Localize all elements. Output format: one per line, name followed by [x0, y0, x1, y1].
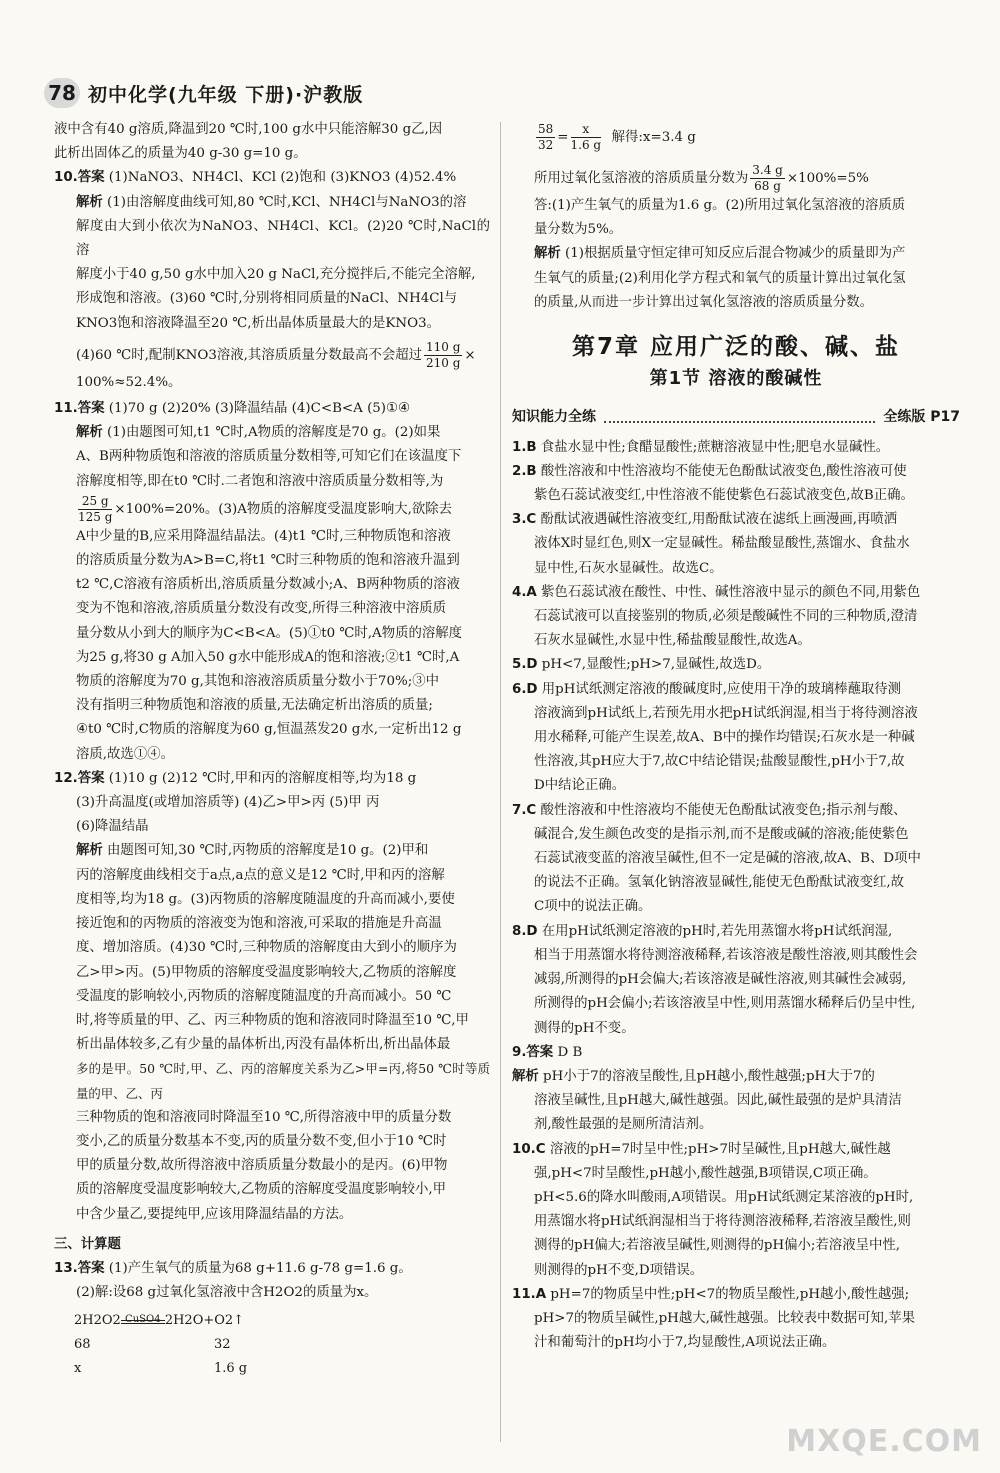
chapter-title: 第7章 应用广泛的酸、碱、盐 — [571, 334, 900, 361]
text-line: (2)解:设68 g过氧化氢溶液中含H2O2的质量为x。 — [76, 1285, 378, 1301]
answer-text: (1)10 g (2)12 ℃时,甲和丙的溶解度相等,均为18 g — [108, 770, 417, 786]
page-number: 78 — [44, 78, 80, 108]
text-line: 溶解度相等,即在t0 ℃时.二者饱和溶液中溶质质量分数相等,为 — [76, 473, 444, 489]
page-reference: 全练版 P17 — [883, 409, 960, 426]
text-line: 答:(1)产生氧气的质量为1.6 g。(2)所用过氧化氢溶液的溶质质 — [534, 198, 906, 213]
list-item: 10.C 溶液的pH=7时呈中性;pH>7时呈碱性,且pH越大,碱性越 — [512, 1141, 891, 1157]
text-line: 物质的溶解度为70 g,其饱和溶液溶质质量分数小于70%;③中 — [76, 674, 439, 690]
list-item: 剂,酸性最强的是厕所清洁剂。 — [534, 1117, 713, 1133]
list-item: 强,pH<7时呈酸性,pH越小,酸性越强,B项错误,C项正确。 — [534, 1165, 877, 1181]
item-label: 11.A — [512, 1286, 547, 1302]
text-line: 形成饱和溶液。(3)60 ℃时,分别将相同质量的NaCl、NH4Cl与 — [76, 291, 458, 307]
list-item: pH<5.6的降水叫酸雨,A项错误。用pH试纸测定某溶液的pH时, — [534, 1189, 914, 1205]
item-label: 10.C — [512, 1141, 546, 1157]
list-item: 碱混合,发生颜色改变的是指示剂,而不是酸或碱的溶液;能使紫色 — [534, 826, 909, 842]
text-line: 度、增加溶质。(4)30 ℃时,三种物质的溶解度由大到小的顺序为 — [76, 940, 457, 956]
text-line: 受温度的影响较小,丙物质的溶解度随温度的升高而减小。50 ℃ — [76, 988, 452, 1004]
list-item: 石灰水显碱性,水显中性,稀盐酸显酸性,故选A。 — [534, 633, 811, 649]
answer-text: (1)NaNO3、NH4Cl、KCl (2)饱和 (3)KNO3 (4)52.4% — [108, 170, 457, 186]
section-title: 第1节 溶液的酸碱性 — [649, 368, 823, 390]
answer-10: 10.答案 (1)NaNO3、NH4Cl、KCl (2)饱和 (3)KNO3 (4)52.4% 解析 (1)由溶解度曲线可知,80 ℃时,KCl、NH4Cl与NaNO3的溶 解度由大到小依次为NaNO3、NH4Cl、KCl。(2)20 ℃时,NaCl的溶 解度小于40 g,50 g水中加入20 g NaCl,充分搅拌后,不能完全溶解, 形成饱和溶液。(3)60 ℃时,分别将相同质量的NaCl、NH4Cl与 KNO3饱和溶液降温至20 ℃,析出晶体质量最大的是KNO3。 (4)60 ℃时,配制KNO3溶液,其溶质质量分数最高不会超过 $\frac{110 g}{210 g}$ × 100%≈52.4%。 — [54, 166, 490, 395]
item-label: 解析 — [512, 1068, 539, 1084]
text-line: 丙的溶解度曲线相交于a点,a点的意义是12 ℃时,甲和丙的溶解 — [76, 867, 445, 883]
text-line: 生氧气的质量;(2)利用化学方程式和氧气的质量计算出过氧化氢 — [534, 270, 906, 286]
chemical-equation: 2H2O2 CuSO4 2H2O+O2↑ — [74, 1313, 245, 1329]
text-line: 的溶质质量分数为A>B=C,将t1 ℃时三种物质的饱和溶液升温到 — [76, 553, 460, 569]
section-bar — [512, 405, 960, 429]
answer-13 — [54, 1257, 490, 1381]
right-column — [512, 122, 960, 1355]
text-line: 由题图可知,30 ℃时,丙物质的溶解度是10 g。(2)甲和 — [107, 843, 429, 859]
list-item: 紫色石蕊试液变红,中性溶液不能使紫色石蕊试液变色,故B正确。 — [534, 488, 914, 504]
answer-text: (1)70 g (2)20% (3)降温结晶 (4)C<B<A (5)①④ — [108, 401, 411, 417]
book-title: 初中化学(九年级 下册)·沪教版 — [88, 83, 364, 106]
text-line: 析出晶体较多,乙有少量的晶体析出,丙没有晶体析出,析出晶体最 — [76, 1037, 451, 1053]
text-line: ×100%=20%。(3)A物质的溶解度受温度影响大,欲除去 — [114, 501, 453, 517]
explanation-label: 解析 — [76, 843, 103, 859]
reaction-arrow: CuSO4 — [121, 1319, 165, 1324]
list-item: 相当于用蒸馏水将待测溶液稀释,若该溶液是酸性溶液,则其酸性会 — [534, 947, 918, 963]
text-line: 为25 g,将30 g A加入50 g水中能形成A的饱和溶液;②t1 ℃时,A — [76, 649, 460, 665]
list-item: 液体X时显红色,则X一定显碱性。稀盐酸显酸性,蒸馏水、食盐水 — [534, 536, 910, 552]
list-item: 汁和葡萄汁的pH均小于7,均显酸性,A项说法正确。 — [534, 1335, 836, 1351]
bar-title: 知识能力全练 — [512, 409, 596, 426]
text-line: t2 ℃,C溶液有溶质析出,溶质质量分数减小;A、B两种物质的溶液 — [76, 577, 460, 593]
text-line: 液中含有40 g溶质,降温到20 ℃时,100 g水中只能溶解30 g乙,因 — [54, 122, 443, 137]
list-item: 3.C 酚酞试液遇碱性溶液变红,用酚酞试液在滤纸上画漫画,再喷洒 — [512, 512, 898, 528]
item-label: 5.D — [512, 657, 538, 673]
answer-text: (6)降温结晶 — [76, 819, 149, 835]
list-item: 9.答案 D B — [512, 1044, 583, 1060]
item-label: 9.答案 — [512, 1044, 554, 1060]
text-line: 量分数从小到大的顺序为C<B<A。(5)①t0 ℃时,A物质的溶解度 — [76, 625, 463, 641]
proportion: $\frac{58}{32}$ = $\frac{x}{1.6 g}$ 解得:x=3.4 g — [538, 122, 696, 152]
text-line: (1)由题图可知,t1 ℃时,A物质的溶解度是70 g。(2)如果 — [107, 425, 441, 441]
list-item: 性溶液,其pH应大于7,故C中结论错误;盐酸显酸性,pH小于7,故 — [534, 754, 905, 770]
text-line: 质的溶解度受温度影响较大,乙物质的溶解度受温度影响较小,甲 — [76, 1182, 447, 1198]
list-item: 2.B 酸性溶液和中性溶液均不能使无色酚酞试液变色,酸性溶液可使 — [512, 463, 907, 479]
list-item: C项中的说法正确。 — [534, 899, 652, 915]
text-line: A中少量的B,应采用降温结晶法。(4)t1 ℃时,三种物质饱和溶液 — [76, 528, 451, 544]
list-item: 用水稀释,可能产生误差,故A、B中的操作均错误;石灰水是一种碱 — [534, 730, 915, 746]
fraction: $\frac{110 g}{210 g}$ — [426, 339, 461, 370]
answer-label: 10.答案 — [54, 170, 105, 186]
text-line: 三种物质的饱和溶液同时降温至10 ℃,所得溶液中甲的质量分数 — [76, 1109, 452, 1125]
text-line: A、B两种物质饱和溶液的溶质质量分数相等,可知它们在该温度下 — [76, 449, 462, 465]
list-item: 减弱,所测得的pH会偏大;若该溶液是碱性溶液,则其碱性会减弱, — [534, 972, 907, 988]
text-line: 多的是甲。50 ℃时,甲、乙、丙的溶解度关系为乙>甲=丙,将50 ℃时等质量的甲、乙、丙 — [76, 1061, 490, 1101]
list-item: 4.A 紫色石蕊试液在酸性、中性、碱性溶液中显示的颜色不同,用紫色 — [512, 584, 921, 600]
text-line: 的质量,从而进一步计算出过氧化氢溶液的溶质质量分数。 — [534, 294, 874, 310]
list-item: 解析 pH小于7的溶液呈酸性,且pH越小,酸性越强;pH大于7的 — [512, 1068, 875, 1084]
text-line: 乙>甲>丙。(5)甲物质的溶解度受温度影响较大,乙物质的溶解度 — [76, 964, 457, 980]
item-label: 8.D — [512, 923, 538, 939]
answer-11 — [54, 397, 490, 767]
list-item: 石蕊试液变蓝的溶液呈碱性,但不一定是碱的溶液,故A、B、D项中 — [534, 851, 921, 867]
list-item: 11.A pH=7的物质呈中性;pH<7的物质呈酸性,pH越小,酸性越强; — [512, 1286, 910, 1302]
list-item: 测得的pH不变。 — [534, 1020, 635, 1036]
list-item: 5.D pH<7,显酸性;pH>7,显碱性,故选D。 — [512, 657, 771, 673]
item-label: 4.A — [512, 584, 537, 600]
mass-row: 68 32 — [74, 1337, 231, 1353]
column-divider — [500, 122, 501, 1442]
page-header — [44, 76, 363, 110]
answer-label: 13.答案 — [54, 1260, 105, 1276]
text-line: 溶质,故选①④。 — [76, 746, 174, 762]
percent-calc: 所用过氧化氢溶液的溶质质量分数为 $\frac{3.4 g}{68 g}$ ×100%=5% — [534, 163, 869, 193]
text-line: (4)60 ℃时,配制KNO3溶液,其溶质质量分数最高不会超过 — [76, 347, 423, 363]
answer-12 — [54, 767, 490, 1227]
item-label: 6.D — [512, 681, 538, 697]
item-label: 1.B — [512, 439, 537, 455]
answer-label: 12.答案 — [54, 770, 105, 786]
dotted-leader — [604, 413, 875, 423]
list-item: 则测得的pH不变,D项错误。 — [534, 1262, 704, 1278]
explanation-label: 解析 — [76, 194, 103, 210]
explanation-label: 解析 — [534, 246, 561, 262]
text-line: 100%≈52.4%。 — [76, 374, 182, 390]
list-item: 溶液滴到pH试纸上,若预先用水把pH试纸润湿,相当于将待测溶液 — [534, 705, 918, 721]
list-item: 8.D 在用pH试纸测定溶液的pH时,若先用蒸馏水将pH试纸润湿, — [512, 923, 893, 939]
list-item: 的说法不正确。氢氧化钠溶液显碱性,能使无色酚酞试液变红,故 — [534, 875, 905, 891]
list-item: pH>7的物质呈碱性,pH越大,碱性越强。比较表中数据可知,苹果 — [534, 1310, 915, 1326]
text-line: 中含少量乙,要提纯甲,应该用降温结晶的方法。 — [76, 1206, 353, 1222]
list-item: 测得的pH偏大;若溶液呈碱性,则测得的pH偏小;若溶液呈中性, — [534, 1238, 901, 1254]
list-item: 6.D 用pH试纸测定溶液的酸碱度时,应使用干净的玻璃棒蘸取待测 — [512, 681, 902, 697]
text-line: 接近饱和的丙物质的溶液变为饱和溶液,可采取的措施是升高温 — [76, 916, 442, 932]
list-item: D中结论正确。 — [534, 778, 626, 794]
list-item: 所测得的pH会偏小;若该溶液呈中性,则用蒸馏水稀释后仍呈中性, — [534, 996, 916, 1012]
text-line: 时,将等质量的甲、乙、丙三种物质的饱和溶液同时降温至10 ℃,甲 — [76, 1012, 469, 1028]
text-line: 甲的质量分数,故所得溶液中溶质质量分数最小的是丙。(6)甲物 — [76, 1158, 448, 1174]
item-label: 3.C — [512, 512, 537, 528]
answer-label: 11.答案 — [54, 401, 105, 417]
text-line: 度相等,均为18 g。(3)丙物质的溶解度随温度的升高而减小,要使 — [76, 891, 455, 907]
list-item: 7.C 酸性溶液和中性溶液均不能使无色酚酞试液变色;指示剂与酸、 — [512, 802, 907, 818]
text-line: KNO3饱和溶液降温至20 ℃,析出晶体质量最大的是KNO3。 — [76, 315, 440, 331]
text-line: 变为不饱和溶液,溶质质量分数没有改变,所得三种溶液中溶质质 — [76, 601, 447, 617]
list-item: 显中性,石灰水显碱性。故选C。 — [534, 560, 723, 576]
left-column — [54, 118, 490, 1381]
answer-list — [512, 436, 960, 1356]
list-item: 溶液呈碱性,且pH越大,碱性越强。因此,碱性最强的是炉具清洁 — [534, 1093, 902, 1109]
text-line: (1)由溶解度曲线可知,80 ℃时,KCl、NH4Cl与NaNO3的溶 — [107, 194, 467, 210]
text-line: 没有指明三种物质饱和溶液的质量,无法确定析出溶质的质量; — [76, 698, 433, 714]
watermark: MXQE.COM — [786, 1424, 982, 1459]
answer-text: (1)产生氧气的质量为68 g+11.6 g-78 g=1.6 g。 — [108, 1260, 412, 1276]
section-heading: 三、计算题 — [54, 1236, 121, 1252]
list-item: 用蒸馏水将pH试纸润湿相当于将待测溶液稀释,若溶液呈酸性,则 — [534, 1214, 911, 1230]
text-line: ④t0 ℃时,C物质的溶解度为60 g,恒温蒸发20 g水,一定析出12 g — [76, 722, 462, 738]
list-item: 1.B 食盐水显中性;食醋显酸性;蔗糖溶液显中性;肥皂水显碱性。 — [512, 439, 890, 455]
text-line: 解度小于40 g,50 g水中加入20 g NaCl,充分搅拌后,不能完全溶解, — [76, 267, 476, 283]
text-line: 变小,乙的质量分数基本不变,丙的质量分数不变,但小于10 ℃时 — [76, 1133, 447, 1149]
answer-text: (3)升高温度(或增加溶质等) (4)乙>甲>丙 (5)甲 丙 — [76, 795, 380, 811]
item-label: 2.B — [512, 463, 537, 479]
fraction: $\frac{25 g}{125 g}$ — [78, 493, 113, 524]
text-line: 量分数为5%。 — [534, 222, 623, 238]
text-line: (1)根据质量守恒定律可知反应后混合物减少的质量即为产 — [565, 246, 906, 262]
text-line: 解度由大到小依次为NaNO3、NH4Cl、KCl。(2)20 ℃时,NaCl的溶 — [76, 218, 490, 259]
list-item: 石蕊试液可以直接鉴别的物质,必须是酸碱性不同的三种物质,澄清 — [534, 609, 918, 625]
explanation-label: 解析 — [76, 425, 103, 441]
text-line: 此析出固体乙的质量为40 g-30 g=10 g。 — [54, 146, 307, 162]
item-label: 7.C — [512, 802, 537, 818]
mass-row: x 1.6 g — [74, 1361, 248, 1377]
